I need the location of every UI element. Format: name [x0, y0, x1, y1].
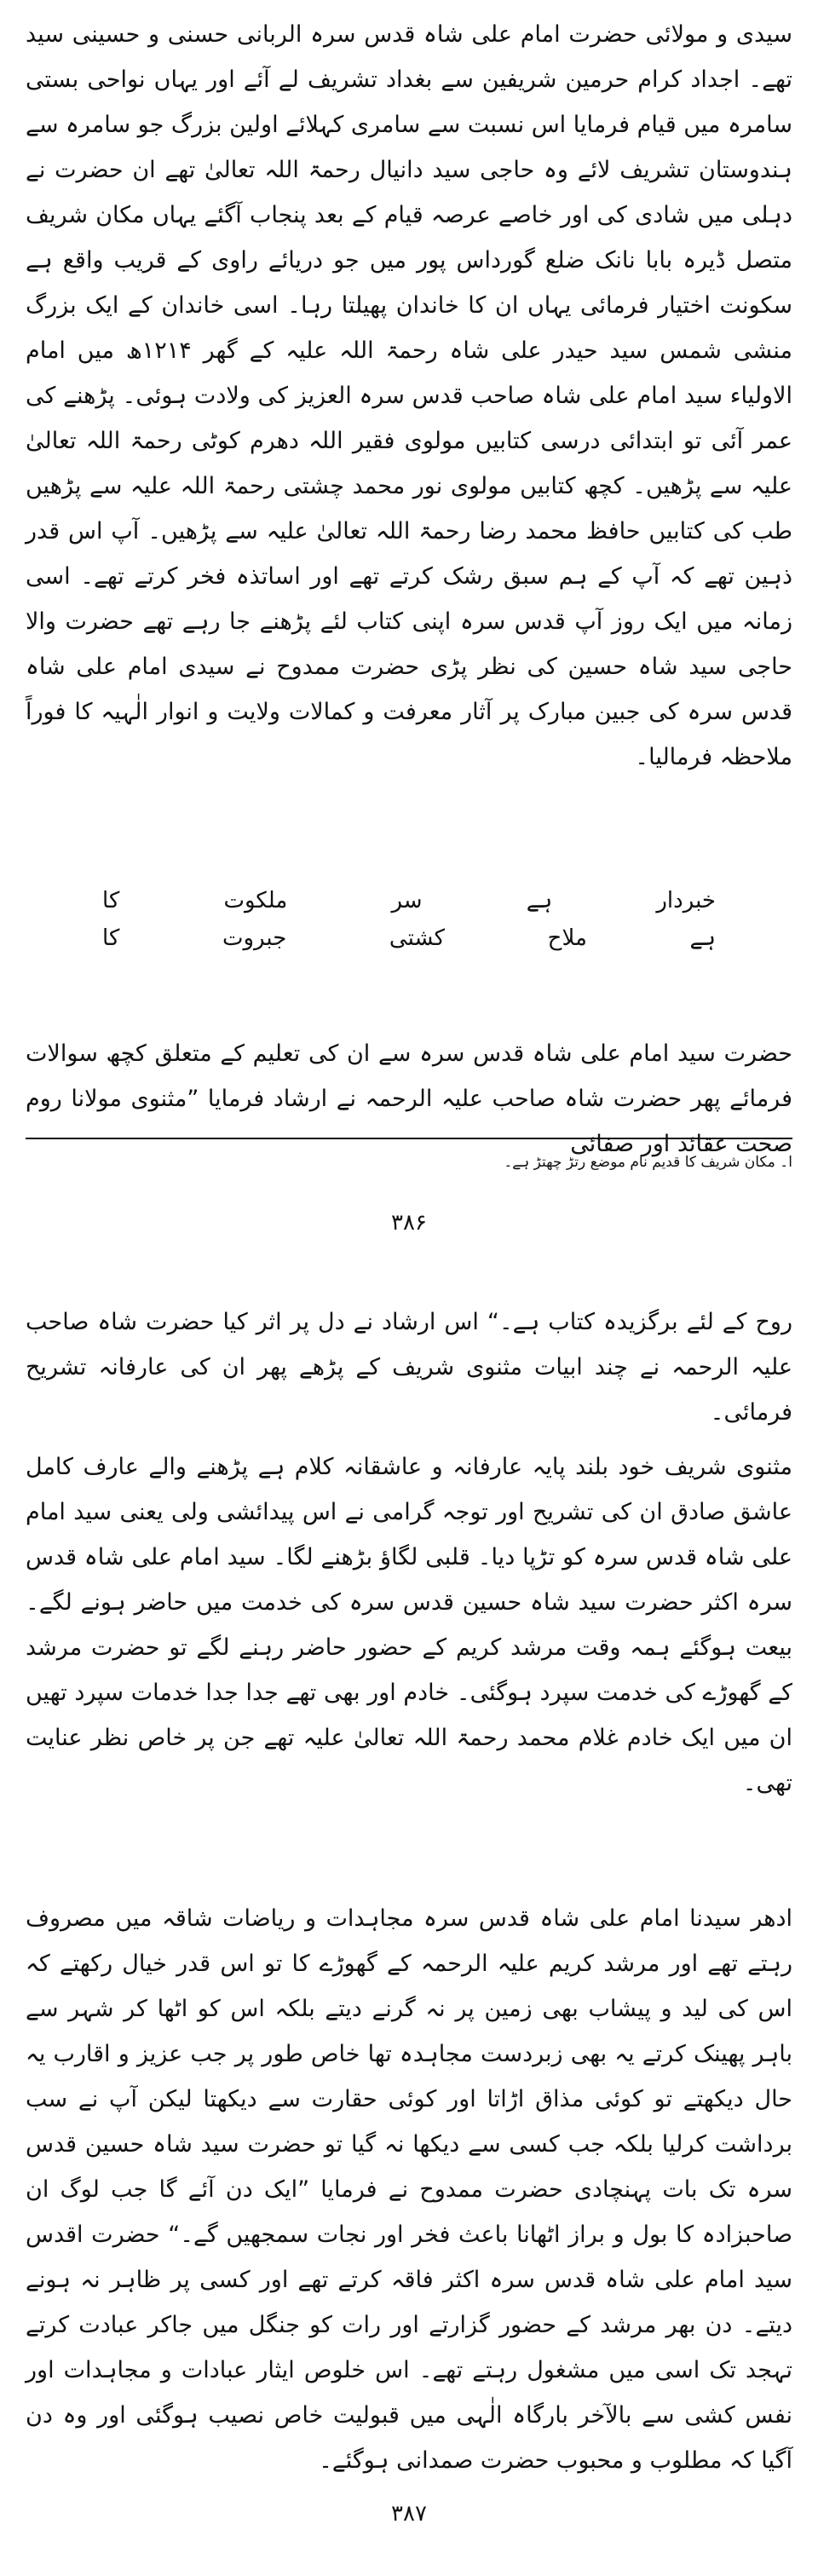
- verse-line-1: [102, 882, 716, 919]
- verse-word: ملاح: [547, 925, 587, 951]
- verse-word: ہے: [689, 925, 716, 951]
- page-number: ۳۸۶: [391, 1210, 427, 1236]
- verse-line-2: [102, 919, 716, 957]
- verse-word: کا: [102, 888, 120, 913]
- verse-word: ہے: [526, 888, 553, 913]
- paragraph-mujahadat: ادھر سیدنا امام علی شاہ قدس سرہ مجاہدات و ریاضات شاقہ میں مصروف رہتے تھے اور مرشد کریم علیہ الرحمہ کے گھوڑے کا تو اس قدر خیال رکھتے کہ اس کی لید و پیشاب بھی زمین پر نہ گرنے دیتے بلکہ اس کو اٹھا کر شہر سے باہر پھینک کرتے یہ بھی زبردست مجاہدہ تھا خاص طور پر جب عزیز و اقارب یہ حال دیکھتے تو کوئی مذاق اڑاتا اور کوئی حقارت سے دیکھتا لیکن آپ نے سب برداشت کرلیا بلکہ جب کسی سے دیکھا نہ گیا تو حضرت سید شاہ حسین قدس سرہ تک بات پہنچادی حضرت ممدوح نے فرمایا ”ایک دن آئے گا جب لوگ ان صاحبزادہ کا بول و براز اٹھانا باعث فخر اور نجات سمجھیں گے۔“ حضرت اقدس سید امام علی شاہ قدس سرہ اکثر فاقہ کرتے تھے اور کسی پر ظاہر نہ ہونے دیتے۔ دن بھر مرشد کے حضور گزارتے اور رات کو جنگل میں جاکر عبادت کرتے تہجد تک اسی میں مشغول رہتے تھے۔ اس خلوص ایثار عبادات و مجاہدات اور نفس کشی سے بالآخر بارگاہ الٰہی میں قبولیت خاص نصیب ہوگئی اور وہ دن آگیا کہ مطلوب و محبوب حضرت صمدانی ہوگئے۔: [26, 1905, 792, 2474]
- verse-word: کشتی: [389, 925, 446, 951]
- footnote-divider: [26, 1138, 792, 1139]
- page-2-masnavi-paragraph: [26, 1444, 792, 1806]
- paragraph-masnavi-question: حضرت سید امام علی شاہ قدس سرہ سے ان کی تعلیم کے متعلق کچھ سوالات فرمائے پھر حضرت شاہ صاحب علیہ الرحمہ نے ارشاد فرمایا ”مثنوی مولانا روم صحت عقائد اور صفائی: [26, 1040, 792, 1157]
- verse-word: سر: [391, 888, 423, 913]
- verse-word: خبردار: [656, 888, 716, 913]
- persian-verse-couplet: [26, 882, 792, 957]
- paragraph-masnavi-continued: روح کے لئے برگزیدہ کتاب ہے۔“ اس ارشاد نے دل پر اثر کیا حضرت شاہ صاحب علیہ الرحمہ نے چند ابیات مثنوی شریف کے پڑھے پھر ان کی عارفانہ تشریح فرمائی۔: [26, 1309, 792, 1426]
- paragraph-discipleship: مثنوی شریف خود بلند پایہ عارفانہ و عاشقانہ کلام ہے پڑھنے والے عارف کامل عاشق صادق ان کی تشریح اور توجہ گرامی نے اس پیدائشی ولی یعنی سید امام علی شاہ قدس سرہ کو تڑپا دیا۔ قلبی لگاؤ بڑھنے لگا۔ سید امام علی شاہ قدس سرہ اکثر حضرت سید شاہ حسین قدس سرہ کی خدمت میں حاضر ہونے لگے۔ بیعت ہوگئے ہمہ وقت مرشد کریم کے حضور حاضر رہنے لگے تو حضرت مرشد کے گھوڑے کی خدمت سپرد ہوگئی۔ خادم اور بھی تھے جدا جدا خدمات سپرد تھیں ان میں ایک خادم غلام محمد رحمۃ اللہ تعالیٰ علیہ تھے جن پر خاص نظر عنایت تھی۔: [26, 1454, 792, 1796]
- page-1-intro-paragraph: [26, 12, 792, 780]
- footnote: ا۔ مکان شریف کا قدیم نام موضع رتڑ چھتڑ ہے۔: [504, 1154, 792, 1171]
- page-number: ۳۸۷: [391, 2501, 427, 2527]
- page-1-closing-paragraph: [26, 1031, 792, 1167]
- verse-word: ملکوت: [223, 888, 288, 913]
- verse-word: جبروت: [222, 925, 287, 951]
- verse-word: کا: [102, 925, 120, 951]
- page-2-opening-paragraph: [26, 1300, 792, 1435]
- page-2-mujahadat-paragraph: [26, 1896, 792, 2483]
- paragraph-biography-intro: سیدی و مولائی حضرت امام علی شاہ قدس سرہ الربانی حسنی و حسینی سید تھے۔ اجداد کرام حرمین شریفین سے بغداد تشریف لے آئے اور یہاں نواحی بستی سامرہ میں قیام فرمایا اس نسبت سے سامری کہلائے اولین بزرگ جو سامرہ سے ہندوستان تشریف لائے وہ حاجی سید دانیال رحمۃ اللہ تعالیٰ تھے ان حضرت نے دہلی میں شادی کی اور خاصے عرصہ قیام کے بعد پنجاب آگئے یہاں مکان شریف متصل ڈیرہ بابا نانک ضلع گورداس پور میں جو دریائے راوی کے قریب واقع ہے سکونت اختیار فرمائی یہاں ان کا خاندان پھیلتا رہا۔ اسی خاندان کے ایک بزرگ منشی شمس سید حیدر علی شاہ رحمۃ اللہ علیہ کے گھر ۱۲۱۴ھ میں امام الاولیاء سید امام علی شاہ صاحب قدس سرہ العزیز کی ولادت ہوئی۔ پڑھنے کی عمر آئی تو ابتدائی درسی کتابیں مولوی فقیر اللہ دھرم کوٹی رحمۃ اللہ تعالیٰ علیہ سے پڑھیں۔ کچھ کتابیں مولوی نور محمد چشتی رحمۃ اللہ علیہ سے پڑھیں طب کی کتابیں حافظ محمد رضا رحمۃ اللہ تعالیٰ علیہ سے پڑھیں۔ آپ اس قدر ذہین تھے کہ آپ کے ہم سبق رشک کرتے تھے اور اساتذہ فخر کرتے تھے۔ اسی زمانہ میں ایک روز آپ قدس سرہ اپنی کتاب لئے پڑھنے جا رہے تھے حضرت والا حاجی سید شاہ حسین کی نظر پڑی حضرت ممدوح نے سیدی امام علی شاہ قدس سرہ کی جبین مبارک پر آثار معرفت و کمالات ولایت و انوار الٰہیہ کا فوراً ملاحظہ فرمالیا۔: [26, 21, 792, 770]
